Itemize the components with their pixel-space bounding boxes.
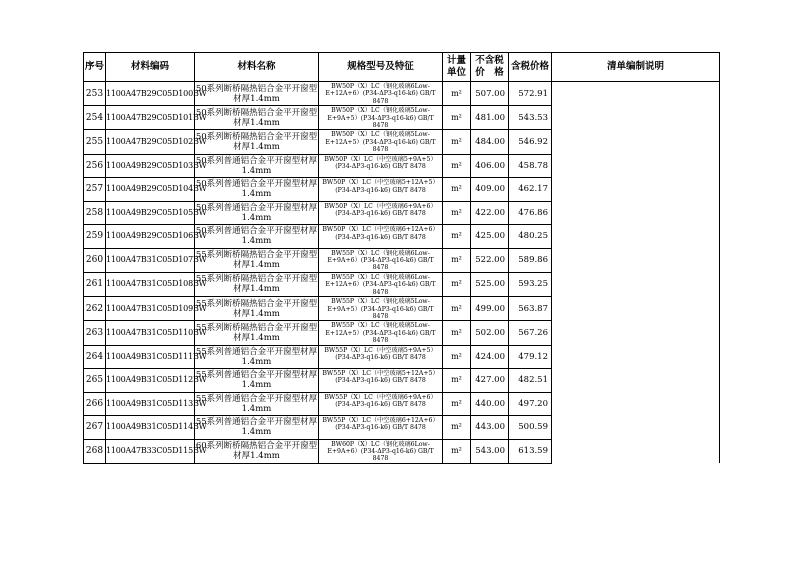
row-seq: 264 xyxy=(84,345,106,369)
row-price-in: 480.25 xyxy=(509,225,552,249)
row-seq: 255 xyxy=(84,130,106,154)
row-seq: 258 xyxy=(84,201,106,225)
row-name: 50系列断桥隔热铝合金平开窗型材厚1.4mm xyxy=(195,82,319,106)
row-seq: 257 xyxy=(84,178,106,202)
row-code: 1100A47B31C05D108BW xyxy=(106,272,195,296)
header-spec: 规格型号及特征 xyxy=(319,53,443,82)
row-unit: m² xyxy=(443,225,471,249)
row-code: 1100A49B29C05D105BW xyxy=(106,201,195,225)
header-code: 材料编码 xyxy=(106,53,195,82)
header-unit-line1: 计量 xyxy=(446,55,466,66)
row-price-in: 500.59 xyxy=(509,416,552,440)
row-spec: BW55P（X）LC（钢化玻璃5Low-E+9A+5）(P34-ΔP3-q16-k6) GB/T 8478 xyxy=(319,297,443,321)
row-unit: m² xyxy=(443,201,471,225)
row-price-in: 479.12 xyxy=(509,345,552,369)
row-seq: 265 xyxy=(84,369,106,393)
row-spec: BW50P（X）LC（中空玻璃5+9A+5）(P34-ΔP3-q16-k6) GB/T 8478 xyxy=(319,154,443,178)
row-spec: BW55P（X）LC（中空玻璃5+9A+5）(P34-ΔP3-q16-k6) GB/T 8478 xyxy=(319,345,443,369)
header-unit xyxy=(443,53,471,82)
row-seq: 256 xyxy=(84,154,106,178)
row-code: 1100A49B31C05D111BW xyxy=(106,345,195,369)
row-code: 1100A47B29C05D100BW xyxy=(106,82,195,106)
row-seq: 267 xyxy=(84,416,106,440)
row-price-ex: 502.00 xyxy=(471,321,509,345)
header-unit-line2: 单位 xyxy=(446,67,466,78)
row-name: 60系列断桥隔热铝合金平开窗型材厚1.4mm xyxy=(195,439,319,463)
row-name: 55系列普通铝合金平开窗型材厚1.4mm xyxy=(195,417,318,438)
row-code: 1100A49B29C05D104BW xyxy=(106,178,195,202)
row-spec: BW50P（X）LC（钢化玻璃6Low-E+12A+6）(P34-ΔP3-q16-k6) GB/T 8478 xyxy=(319,82,443,106)
row-price-in: 593.25 xyxy=(509,272,552,296)
row-price-ex: 543.00 xyxy=(471,439,509,463)
row-code: 1100A47B31C05D109BW xyxy=(106,297,195,321)
row-code: 1100A49B31C05D114BW xyxy=(106,416,195,440)
row-spec: BW50P（X）LC（钢化玻璃5Low-E+9A+5）(P34-ΔP3-q16-k6) GB/T 8478 xyxy=(319,106,443,130)
row-seq: 253 xyxy=(84,82,106,106)
row-seq: 268 xyxy=(84,439,106,463)
row-unit: m² xyxy=(443,439,471,463)
row-price-ex: 499.00 xyxy=(471,297,509,321)
row-unit: m² xyxy=(443,130,471,154)
row-unit: m² xyxy=(443,248,471,272)
row-unit: m² xyxy=(443,392,471,416)
row-unit: m² xyxy=(443,106,471,130)
row-unit: m² xyxy=(443,82,471,106)
row-spec: BW55P（X）LC（中空玻璃6+12A+6）(P34-ΔP3-q16-k6) GB/T 8478 xyxy=(319,416,443,440)
row-seq: 260 xyxy=(84,248,106,272)
row-unit: m² xyxy=(443,297,471,321)
header-name: 材料名称 xyxy=(195,53,319,82)
row-price-ex: 443.00 xyxy=(471,416,509,440)
row-price-in: 613.59 xyxy=(509,439,552,463)
row-price-in: 572.91 xyxy=(509,82,552,106)
row-name: 55系列断桥隔热铝合金平开窗型材厚1.4mm xyxy=(195,321,319,345)
row-price-ex: 406.00 xyxy=(471,154,509,178)
header-price-ex-line1: 不含税 xyxy=(475,55,504,66)
row-price-in: 476.86 xyxy=(509,201,552,225)
row-code: 1100A47B33C05D115BW xyxy=(106,439,195,463)
row-spec: BW55P（X）LC（钢化玻璃6Low-E+12A+6）(P34-ΔP3-q16-k6) GB/T 8478 xyxy=(319,272,443,296)
row-spec: BW55P（X）LC（钢化玻璃6Low-E+9A+6）(P34-ΔP3-q16-k6) GB/T 8478 xyxy=(319,248,443,272)
table-body xyxy=(84,82,720,464)
row-name: 55系列普通铝合金平开窗型材厚1.4mm xyxy=(195,370,318,391)
row-price-in: 567.26 xyxy=(509,321,552,345)
row-seq: 263 xyxy=(84,321,106,345)
row-price-ex: 409.00 xyxy=(471,178,509,202)
row-price-ex: 522.00 xyxy=(471,248,509,272)
row-seq: 262 xyxy=(84,297,106,321)
row-name: 55系列断桥隔热铝合金平开窗型材厚1.4mm xyxy=(195,272,319,296)
row-name: 55系列普通铝合金平开窗型材厚1.4mm xyxy=(195,393,318,414)
row-price-ex: 440.00 xyxy=(471,392,509,416)
row-code: 1100A47B31C05D110BW xyxy=(106,321,195,345)
row-price-in: 458.78 xyxy=(509,154,552,178)
row-spec: BW50P（X）LC（中空玻璃5+12A+5）(P34-ΔP3-q16-k6) GB/T 8478 xyxy=(319,178,443,202)
row-price-ex: 424.00 xyxy=(471,345,509,369)
row-name: 55系列断桥隔热铝合金平开窗型材厚1.4mm xyxy=(195,248,319,272)
row-seq: 254 xyxy=(84,106,106,130)
row-code: 1100A49B31C05D113BW xyxy=(106,392,195,416)
row-code: 1100A49B29C05D103BW xyxy=(106,154,195,178)
row-price-ex: 422.00 xyxy=(471,201,509,225)
row-price-ex: 425.00 xyxy=(471,225,509,249)
row-price-in: 497.20 xyxy=(509,392,552,416)
row-price-ex: 427.00 xyxy=(471,369,509,393)
row-unit: m² xyxy=(443,369,471,393)
row-code: 1100A49B31C05D112BW xyxy=(106,369,195,393)
row-name: 50系列普通铝合金平开窗型材厚1.4mm xyxy=(195,202,318,223)
price-table xyxy=(83,52,720,464)
row-unit: m² xyxy=(443,154,471,178)
row-spec: BW60P（X）LC（钢化玻璃6Low-E+9A+6）(P34-ΔP3-q16-k6) GB/T 8478 xyxy=(319,439,443,463)
row-price-in: 589.86 xyxy=(509,248,552,272)
row-spec: BW50P（X）LC（中空玻璃6+9A+6）(P34-ΔP3-q16-k6) GB/T 8478 xyxy=(319,201,443,225)
row-price-in: 546.92 xyxy=(509,130,552,154)
table-header-row xyxy=(84,53,720,82)
header-note: 清单编制说明 xyxy=(552,53,720,82)
row-spec: BW50P（X）LC（钢化玻璃5Low-E+12A+5）(P34-ΔP3-q16-k6) GB/T 8478 xyxy=(319,130,443,154)
row-price-in: 543.53 xyxy=(509,106,552,130)
row-note-cell xyxy=(552,82,720,464)
row-code: 1100A47B29C05D102BW xyxy=(106,130,195,154)
row-seq: 259 xyxy=(84,225,106,249)
row-spec: BW50P（X）LC（中空玻璃6+12A+6）(P34-ΔP3-q16-k6) GB/T 8478 xyxy=(319,225,443,249)
row-code: 1100A47B29C05D101BW xyxy=(106,106,195,130)
row-name: 50系列断桥隔热铝合金平开窗型材厚1.4mm xyxy=(195,106,319,130)
header-price-in: 含税价格 xyxy=(509,53,552,82)
row-unit: m² xyxy=(443,321,471,345)
table-row xyxy=(84,82,720,106)
header-seq: 序号 xyxy=(84,53,106,82)
row-seq: 261 xyxy=(84,272,106,296)
row-name: 50系列普通铝合金平开窗型材厚1.4mm xyxy=(195,226,318,247)
row-code: 1100A49B29C05D106BW xyxy=(106,225,195,249)
row-spec: BW55P（X）LC（钢化玻璃5Low-E+12A+5）(P34-ΔP3-q16-k6) GB/T 8478 xyxy=(319,321,443,345)
row-unit: m² xyxy=(443,416,471,440)
row-name: 55系列断桥隔热铝合金平开窗型材厚1.4mm xyxy=(195,297,319,321)
row-code: 1100A47B31C05D107BW xyxy=(106,248,195,272)
row-name: 50系列断桥隔热铝合金平开窗型材厚1.4mm xyxy=(195,130,319,154)
row-price-ex: 481.00 xyxy=(471,106,509,130)
row-name: 55系列普通铝合金平开窗型材厚1.4mm xyxy=(195,346,318,367)
row-price-in: 563.87 xyxy=(509,297,552,321)
row-price-in: 462.17 xyxy=(509,178,552,202)
row-seq: 266 xyxy=(84,392,106,416)
row-spec: BW55P（X）LC（中空玻璃5+12A+5）(P34-ΔP3-q16-k6) GB/T 8478 xyxy=(319,369,443,393)
row-price-in: 482.51 xyxy=(509,369,552,393)
header-price-ex-line2: 价 格 xyxy=(475,67,504,78)
row-unit: m² xyxy=(443,272,471,296)
row-spec: BW55P（X）LC（中空玻璃6+9A+6）(P34-ΔP3-q16-k6) GB/T 8478 xyxy=(319,392,443,416)
header-price-ex xyxy=(471,53,509,82)
row-price-ex: 484.00 xyxy=(471,130,509,154)
row-name: 50系列普通铝合金平开窗型材厚1.4mm xyxy=(195,155,318,176)
row-price-ex: 525.00 xyxy=(471,272,509,296)
row-unit: m² xyxy=(443,178,471,202)
row-price-ex: 507.00 xyxy=(471,82,509,106)
row-unit: m² xyxy=(443,345,471,369)
row-name: 50系列普通铝合金平开窗型材厚1.4mm xyxy=(195,179,318,200)
